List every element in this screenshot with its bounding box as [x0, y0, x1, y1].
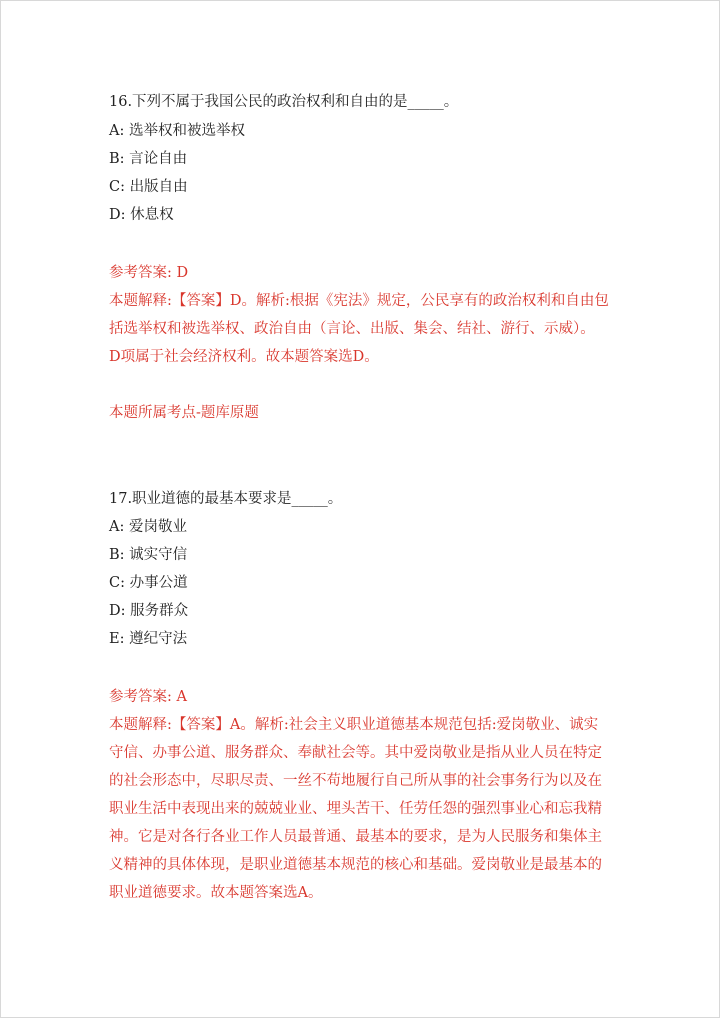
question-16-stem: 16.下列不属于我国公民的政治权利和自由的是_____。: [109, 94, 459, 110]
question-17-option-e: E: 遵纪守法: [109, 631, 188, 647]
question-17-option-d: D: 服务群众: [109, 603, 189, 619]
question-16-explanation-line-2: 括选举权和被选举权、政治自由（言论、出版、集会、结社、游行、示威）。: [109, 321, 595, 337]
question-16-option-c: C: 出版自由: [109, 179, 188, 195]
question-16-topic: 本题所属考点-题库原题: [109, 405, 259, 421]
question-17-answer: 参考答案: A: [109, 689, 187, 705]
question-17-option-b: B: 诚实守信: [109, 547, 188, 563]
question-17-explanation-line-1: 本题解释:【答案】A。解析:社会主义职业道德基本规范包括:爱岗敬业、诚实: [109, 717, 599, 733]
question-16-explanation-line-3: D项属于社会经济权利。故本题答案选D。: [109, 349, 379, 365]
question-16-option-d: D: 休息权: [109, 207, 174, 223]
question-17-stem: 17.职业道德的最基本要求是_____。: [109, 491, 343, 507]
question-16-answer: 参考答案: D: [109, 265, 189, 281]
question-17-explanation-line-7: 职业道德要求。故本题答案选A。: [109, 885, 323, 901]
question-16-option-a: A: 选举权和被选举权: [109, 123, 245, 139]
question-17-option-c: C: 办事公道: [109, 575, 188, 591]
question-16-explanation-line-1: 本题解释:【答案】D。解析:根据《宪法》规定，公民享有的政治权利和自由包: [109, 293, 609, 309]
question-17-explanation-line-3: 的社会形态中，尽职尽责、一丝不苟地履行自己所从事的社会事务行为以及在: [109, 773, 602, 789]
question-17-explanation-line-2: 守信、办事公道、服务群众、奉献社会等。其中爱岗敬业是指从业人员在特定: [109, 745, 602, 761]
question-17-explanation-line-4: 职业生活中表现出来的兢兢业业、埋头苦干、任劳任怨的强烈事业心和忘我精: [109, 801, 602, 817]
question-17-explanation-line-5: 神。它是对各行各业工作人员最普通、最基本的要求，是为人民服务和集体主: [109, 829, 602, 845]
question-17-explanation-line-6: 义精神的具体体现，是职业道德基本规范的核心和基础。爱岗敬业是最基本的: [109, 857, 602, 873]
question-17-option-a: A: 爱岗敬业: [109, 519, 187, 535]
question-16-option-b: B: 言论自由: [109, 151, 188, 167]
